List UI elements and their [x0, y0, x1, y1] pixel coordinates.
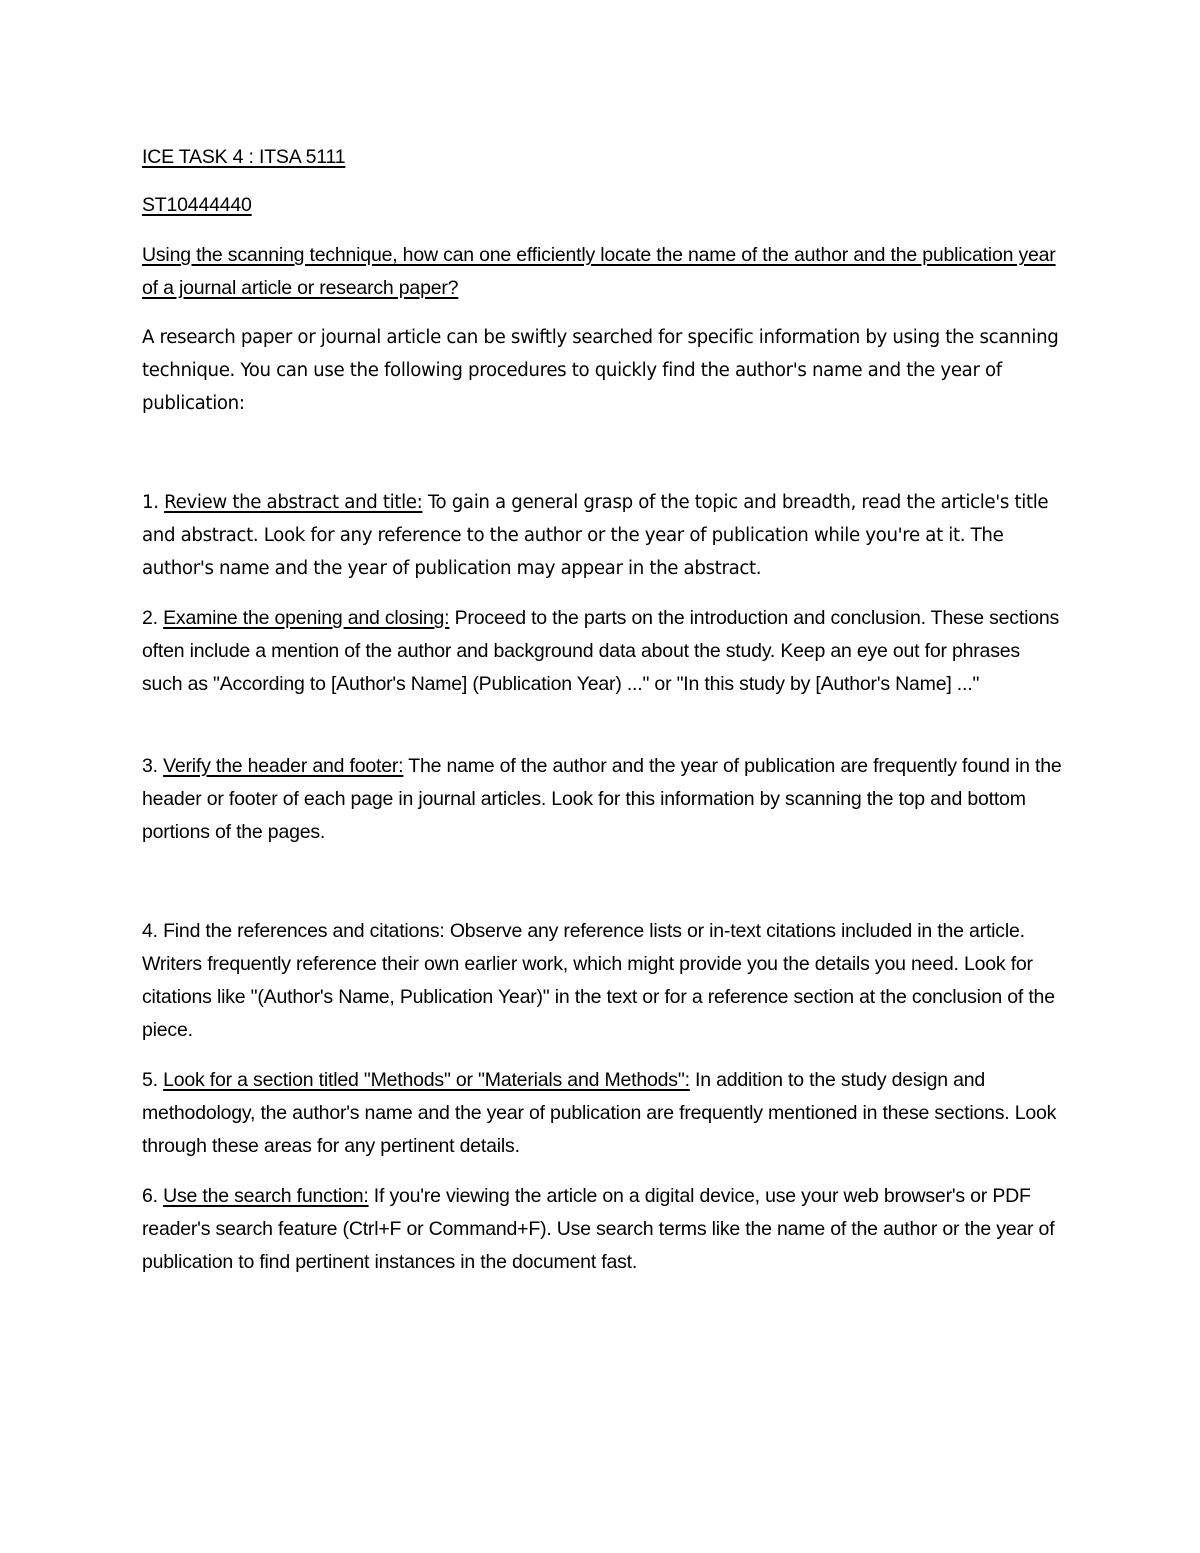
step-2-number: 2.: [142, 607, 164, 629]
student-id: ST10444440: [142, 194, 252, 216]
step-6-number: 6.: [142, 1185, 164, 1207]
step-3-number: 3.: [142, 755, 164, 777]
step-3-paragraph: [142, 750, 1062, 849]
step-1-paragraph: [142, 486, 1062, 585]
step-5-text: In addition to the study design and methodology, the author's name and the year of publication are frequently mentioned in these sections. Look through these areas for any pertinent details.: [142, 1069, 1057, 1157]
step-1-number: 1.: [142, 492, 165, 513]
step-3-text: The name of the author and the year of publication are frequently found in the header or footer of each page in journal articles. Look for this information by scanning the top and bottom portions of the pages.: [142, 755, 1062, 843]
doc-title: ICE TASK 4 : ITSA 5111: [142, 146, 346, 168]
step-3-heading: Verify the header and footer:: [163, 755, 404, 777]
step-5-paragraph: [142, 1064, 1062, 1163]
step-6-heading: Use the search function:: [163, 1185, 369, 1207]
step-5-heading: Look for a section titled "Methods" or "Materials and Methods":: [163, 1069, 690, 1091]
step-2-text: Proceed to the parts on the introduction and conclusion. These sections often include a mention of the author and background data about the study. Keep an eye out for phrases such as "According to [Author's Name] (Publication Year) ..." or "In this study by [Author's Name] ...": [142, 607, 1060, 695]
step-2-heading: Examine the opening and closing:: [163, 607, 450, 629]
question-heading: Using the scanning technique, how can one efficiently locate the name of the author and the publication year of a journal article or research paper?: [142, 244, 1056, 299]
step-1-heading: Review the abstract and title:: [164, 492, 423, 513]
step-1-text: To gain a general grasp of the topic and breadth, read the article's title and abstract. Look for any reference to the author or the year of publication while you're at it. The author's name and the year of publication may appear in the abstract.: [142, 492, 1049, 579]
step-2-paragraph: [142, 602, 1062, 701]
intro-paragraph: A research paper or journal article can be swiftly searched for specific information by using the scanning technique. You can use the following procedures to quickly find the author's name and the year of publication:: [142, 327, 1059, 414]
step-4-paragraph: 4. Find the references and citations: Observe any reference lists or in-text citations included in the article. Writers frequently reference their own earlier work, which might provide you the details you need. Look for citations like "(Author's Name, Publication Year)" in the text or for a reference section at the conclusion of the piece.: [142, 920, 1055, 1041]
step-6-paragraph: [142, 1180, 1062, 1279]
step-6-text: If you're viewing the article on a digital device, use your web browser's or PDF reader's search feature (Ctrl+F or Command+F). Use search terms like the name of the author or the year of publication to find pertinent instances in the document fast.: [142, 1185, 1055, 1273]
step-5-number: 5.: [142, 1069, 164, 1091]
